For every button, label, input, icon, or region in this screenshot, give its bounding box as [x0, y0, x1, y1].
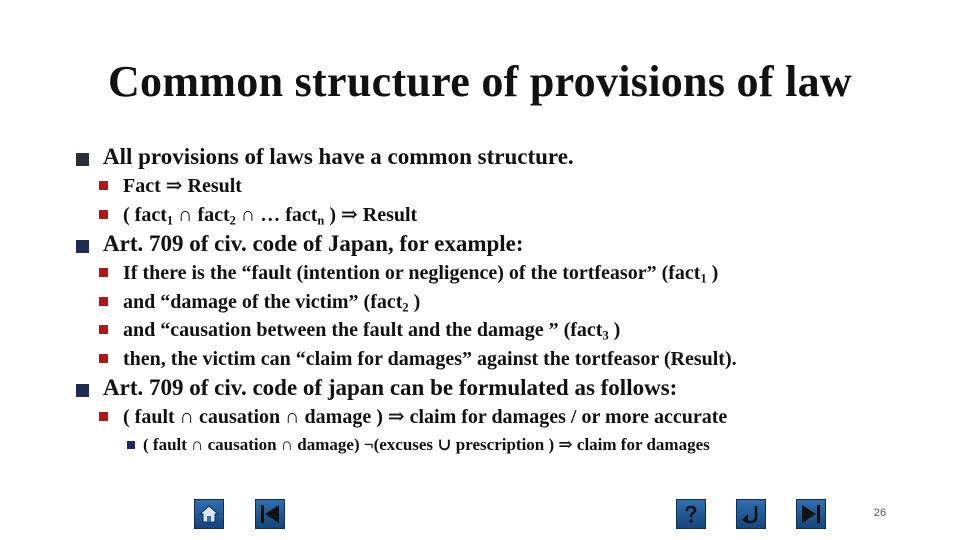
bullet-level-2	[76, 259, 936, 288]
bullet-square-icon	[76, 153, 89, 166]
bullet-square-icon	[99, 412, 108, 421]
bullet-level-2	[76, 316, 936, 345]
bullet-text: )	[608, 319, 621, 341]
return-button[interactable]	[736, 499, 766, 529]
page-number: 26	[873, 507, 887, 519]
return-icon	[739, 502, 763, 526]
skip-back-icon	[258, 502, 282, 526]
bullet-level-2	[76, 403, 936, 432]
bullet-level-2	[76, 288, 936, 317]
bullet-level-2	[76, 172, 936, 201]
bullet-square-icon	[99, 210, 108, 219]
subscript: n	[317, 213, 325, 228]
bullet-text: ∩ fact	[173, 203, 230, 226]
bullet-square-icon	[99, 297, 108, 306]
home-icon	[197, 502, 221, 526]
bullet-square-icon	[127, 441, 135, 449]
first-slide-button[interactable]	[255, 499, 285, 529]
subscript: 2	[229, 213, 236, 228]
bullet-level-1	[76, 373, 936, 403]
bullet-level-1	[76, 142, 936, 172]
subscript: 3	[602, 328, 609, 343]
bullet-text: Fact ⇒ Result	[123, 175, 242, 197]
bullet-level-2	[76, 201, 936, 230]
skip-forward-icon	[799, 502, 823, 526]
bullet-text: )	[706, 262, 719, 284]
bullet-text: ( fact	[123, 203, 167, 226]
question-icon	[679, 502, 703, 526]
last-slide-button[interactable]	[796, 499, 826, 529]
bullet-level-3	[76, 432, 936, 458]
bullet-square-icon	[76, 240, 89, 253]
bullet-text: then, the victim can “claim for damages” against the tortfeasor (Result).	[123, 347, 737, 370]
bullet-square-icon	[99, 354, 108, 363]
bullet-square-icon	[76, 384, 89, 397]
bullet-text: Art. 709 of civ. code of Japan, for example:	[103, 231, 524, 256]
home-button[interactable]	[194, 499, 224, 529]
bullet-text: ( fault ∩ causation ∩ damage ) ⇒ claim for damages / or more accurate	[123, 406, 728, 428]
subscript: 1	[166, 213, 174, 228]
subscript: 1	[700, 271, 707, 286]
bullet-text: ( fault ∩ causation ∩ damage) ¬(excuses ∪ prescription ) ⇒ claim for damages	[143, 434, 710, 454]
bullet-square-icon	[99, 325, 108, 334]
slide-title: Common structure of provisions of law	[107, 57, 853, 106]
bullet-square-icon	[99, 181, 108, 190]
bullet-text: If there is the “fault (intention or negligence) of the tortfeasor” (fact	[123, 262, 701, 284]
bullet-level-2	[76, 345, 936, 374]
bullet-text: All provisions of laws have a common structure.	[103, 144, 574, 169]
bullet-square-icon	[99, 268, 108, 277]
bullet-text: Art. 709 of civ. code of japan can be formulated as follows:	[103, 375, 678, 400]
bullet-text: ) ⇒ Result	[324, 203, 418, 226]
help-button[interactable]	[676, 499, 706, 529]
subscript: 2	[402, 300, 409, 315]
bullet-text: )	[408, 290, 421, 313]
bullet-list	[76, 142, 936, 458]
bullet-text: and “damage of the victim” (fact	[123, 290, 403, 313]
bullet-text: and “causation between the fault and the damage ” (fact	[123, 319, 603, 341]
bullet-level-1	[76, 229, 936, 259]
bullet-text: ∩ … fact	[235, 203, 318, 226]
